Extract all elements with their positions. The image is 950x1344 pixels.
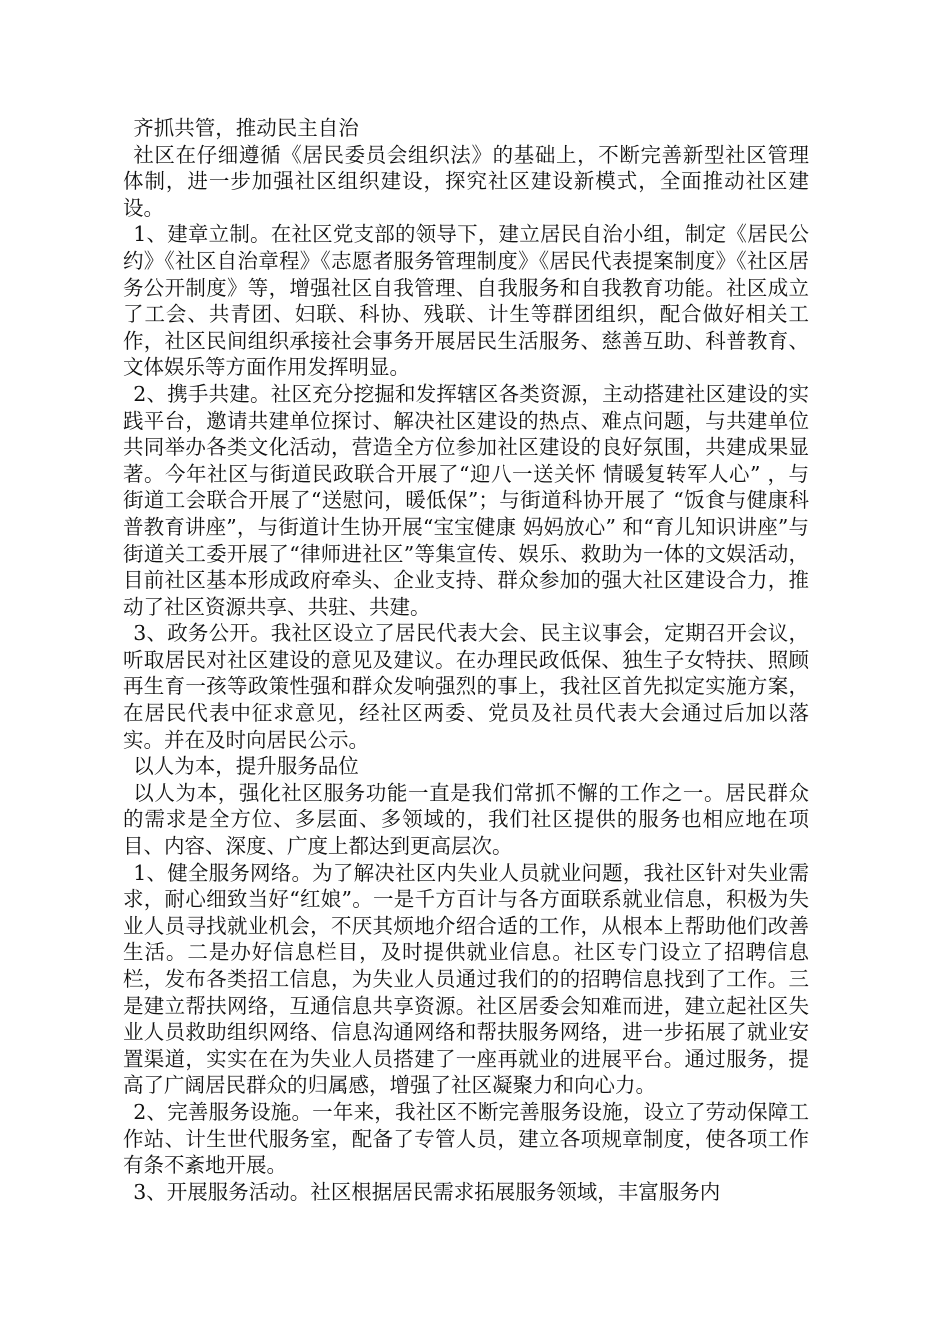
- body-paragraph: 以人为本，强化社区服务功能一直是我们常抓不懈的工作之一。居民群众的需求是全方位、多层面、多领域的，我们社区提供的服务也相应地在项目、内容、深度、广度上都达到更高层次。: [123, 780, 809, 859]
- document-page: [123, 115, 809, 1205]
- body-paragraph: 1、健全服务网络。为了解决社区内失业人员就业问题，我社区针对失业需求，耐心细致当好“红娘”。一是千方百计与各方面联系就业信息，积极为失业人员寻找就业机会，不厌其烦地介绍合适的工作，从根本上帮助他们改善生活。二是办好信息栏目，及时提供就业信息。社区专门设立了招聘信息栏，发布各类招工信息，为失业人员通过我们的的招聘信息找到了工作。三是建立帮扶网络，互通信息共享资源。社区居委会知难而进，建立起社区失业人员救助组织网络、信息沟通网络和帮扶服务网络，进一步拓展了就业安置渠道，实实在在为失业人员搭建了一座再就业的进展平台。通过服务，提高了广阔居民群众的归属感，增强了社区凝聚力和向心力。: [123, 860, 809, 1098]
- body-paragraph: 2、携手共建。社区充分挖掘和发挥辖区各类资源，主动搭建社区建设的实践平台，邀请共建单位探讨、解决社区建设的热点、难点问题，与共建单位共同举办各类文化活动，营造全方位参加社区建设的良好氛围，共建成果显著。今年社区与街道民政联合开展了“迎八一送关怀 情暖复转军人心” ，与街道工会联合开展了“送慰问，暖低保”；与街道科协开展了 “饭食与健康科普教育讲座”，与街道计生协开展“宝宝健康 妈妈放心” 和“育儿知识讲座”与街道关工委开展了“律师进社区”等集宣传、娱乐、救助为一体的文娱活动，目前社区基本形成政府牵头、企业支持、群众参加的强大社区建设合力，推动了社区资源共享、共驻、共建。: [123, 381, 809, 619]
- body-paragraph: 3、开展服务活动。社区根据居民需求拓展服务领域，丰富服务内: [133, 1179, 721, 1204]
- body-paragraph: 社区在仔细遵循《居民委员会组织法》的基础上，不断完善新型社区管理体制，进一步加强社区组织建设，探究社区建设新模式，全面推动社区建设。: [123, 142, 809, 220]
- section-heading: 以人为本，提升服务品位: [133, 754, 359, 779]
- body-paragraph: 1、建章立制。在社区党支部的领导下，建立居民自治小组，制定《居民公约》《社区自治章程》《志愿者服务管理制度》《居民代表提案制度》《社区居务公开制度》等，增强社区自我管理、自我服务和自我教育功能。社区成立了工会、共青团、妇联、科协、残联、计生等群团组织，配合做好相关工作，社区民间组织承接社会事务开展居民生活服务、慈善互助、科普教育、文体娱乐等方面作用发挥明显。: [123, 222, 809, 380]
- body-paragraph: 2、完善服务设施。一年来，我社区不断完善服务设施，设立了劳动保障工作站、计生世代服务室，配备了专管人员，建立各项规章制度，使各项工作有条不紊地开展。: [123, 1099, 809, 1178]
- body-paragraph: 3、政务公开。我社区设立了居民代表大会、民主议事会，定期召开会议，听取居民对社区建设的意见及建议。在办理民政低保、独生子女特扶、照顾再生育一孩等政策性强和群众发响强烈的事上，我社区首先拟定实施方案，在居民代表中征求意见，经社区两委、党员及社员代表大会通过后加以落实。并在及时向居民公示。: [123, 621, 809, 752]
- section-heading: 齐抓共管，推动民主自治: [133, 116, 359, 140]
